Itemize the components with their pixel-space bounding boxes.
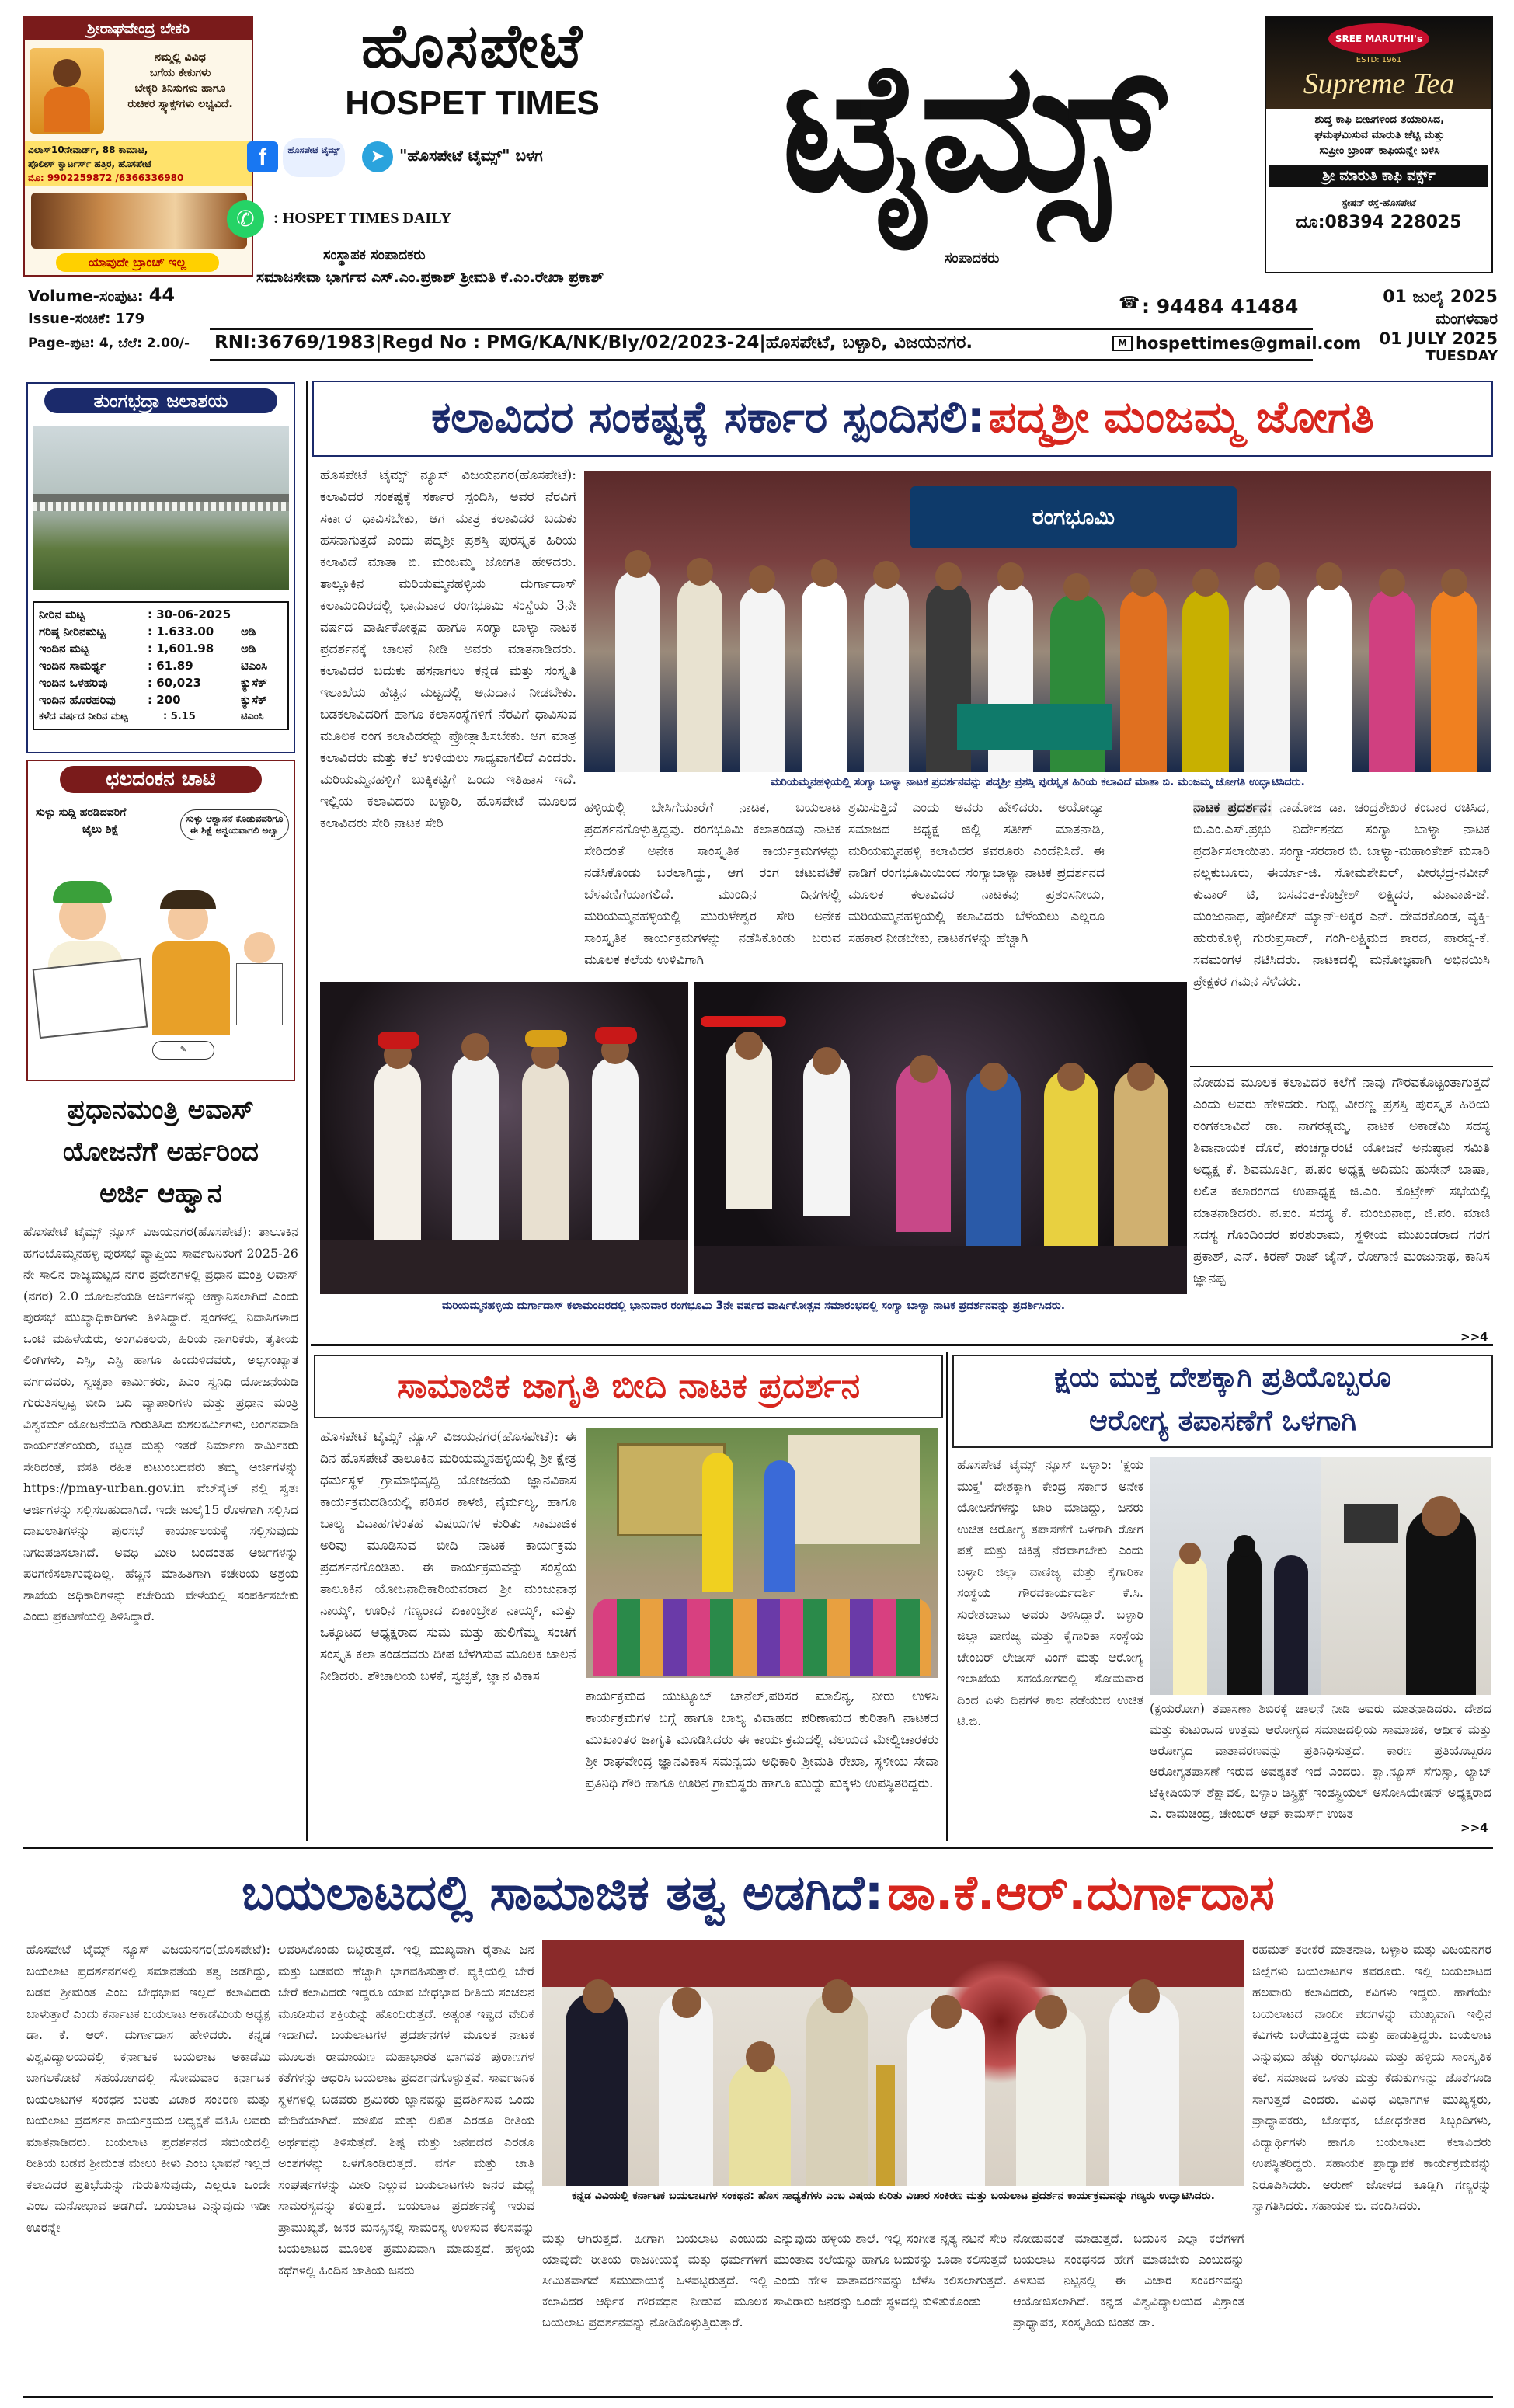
tb-headline-2: ಆರೋಗ್ಯ ತಪಾಸಣೆಗೆ ಒಳಗಾಗಿ xyxy=(1089,1405,1356,1437)
bakery-mobile: ಮೊ: 9902259872 /6366336980 xyxy=(28,172,184,183)
dam-row-label: ಕಳೆದ ವರ್ಷದ ನೀರಿನ ಮಟ್ಟ xyxy=(39,711,128,722)
dam-row-0 xyxy=(39,606,283,623)
tea-desc1: ಶುದ್ಧ ಕಾಫಿ ಬೀಜಗಳಿಂದ ತಯಾರಿಸಿದ, xyxy=(1314,113,1445,126)
housing-headline-2: ಯೋಜನೆಗೆ ಅರ್ಹರಿಂದ xyxy=(62,1136,259,1167)
title-kn-small: ಹೊಸಪೇಟೆ xyxy=(360,12,584,82)
rule-page-bottom xyxy=(23,2396,1493,2398)
dam-row-label: ಇಂದಿನ ಮಟ್ಟ xyxy=(39,642,89,656)
dam-row-value: : 30-06-2025 xyxy=(148,607,231,621)
housing-headline-3: ಅರ್ಜಿ ಆಹ್ವಾನ xyxy=(99,1178,222,1209)
phone-number: : 94484 41484 xyxy=(1142,295,1299,318)
dam-table xyxy=(33,601,289,730)
editors-line: ಸಮಾಜಸೇವಾ ಭಾರ್ಗವ ಎಸ್.ಎಂ.ಪ್ರಕಾಶ್ ಶ್ರೀಮತಿ ಕೆ.ಎಂ.ರೇಖಾ ಪ್ರಕಾಶ್ xyxy=(256,269,604,286)
tb-continued[interactable]: >>4 xyxy=(1460,1821,1488,1835)
bayalata-headline-part2: ಡಾ.ಕೆ.ಆರ್.ದುರ್ಗಾದಾಸ xyxy=(887,1864,1275,1921)
dam-row-label: ಇಂದಿನ ಸಾಮರ್ಥ್ಯ xyxy=(39,659,106,673)
housing-body: ಹೊಸಪೇಟೆ ಟೈಮ್ಸ್ ನ್ಯೂಸ್ ವಿಜಯನಗರ(ಹೊಸಪೇಟೆ): ತಾಲೂಕಿನ ಹಗರಿಬೊಮ್ಮನಹಳ್ಳಿ ಪುರಸಭೆ ವ್ಯಾಪ್ತಿಯ ಸಾರ್ವಜನಿಕರಿಗೆ 2025-26 ನೇ ಸಾಲಿನ ರಾಜ್ಯಮಟ್ಟದ ನಗರ ಪ್ರದೇಶಗಳಲ್ಲಿ ಪ್ರಧಾನ ಮಂತ್ರಿ ಅವಾಸ್ (ನಗರ) 2.0 ಯೋಜನೆಯಡಿ ಅರ್ಜಿಗಳನ್ನು ಆಹ್ವಾನಿಸಲಾಗಿದೆ ಎಂದು ಪುರಸಭೆ ಮುಖ್ಯಾಧಿಕಾರಿಗಳು ತಿಳಿಸಿದ್ದಾರೆ. ಸ್ಲಂಗಳಲ್ಲಿ ನಿವಾಸಿಗಳಾದ ಒಂಟಿ ಮಹಿಳೆಯರು, ಅಂಗವಿಕಲರು, ಹಿರಿಯ ನಾಗರಿಕರು, ತೃತೀಯ ಲಿಂಗಿಗಳು, ಎಸ್ಸಿ, ಎಸ್ಟಿ ಹಾಗೂ ಹಿಂದುಳಿದವರು, ಅಲ್ಪಸಂಖ್ಯಾತ ವರ್ಗದವರು, ಸ್ವಚ್ಛತಾ ಕಾರ್ಮಿಕರು, ಪಿಎಂ ಸ್ವನಿಧಿ ಯೋಜನೆಯಡಿ ಗುರುತಿಸಲ್ಪಟ್ಟ ಬೀದಿ ಬದಿ ವ್ಯಾಪಾರಿಗಳು ಮತ್ತು ಪ್ರಧಾನ ಮಂತ್ರಿ ವಿಶ್ವಕರ್ಮ ಯೋಜನೆಯಡಿ ಗುರುತಿಸಿದ ಕುಶಲಕರ್ಮಿಗಳು, ಅಂಗನವಾಡಿ ಕಾರ್ಯಕರ್ತೆಯರು, ಕಟ್ಟಡ ಮತ್ತು ಇತರೆ ನಿರ್ಮಾಣ ಕಾರ್ಮಿಕರು ಸೇರಿದಂತೆ, ವಸತಿ ರಹಿತ ಕುಟುಂಬದವರು ತಮ್ಮ ಅರ್ಜಿಗಳನ್ನು https://pmay-urban.gov.in ವೆಬ್‌ಸೈಟ್ ನಲ್ಲಿ ಸ್ವತಃ ಅರ್ಜಿಗಳನ್ನು ಸಲ್ಲಿಸಬಹುದಾಗಿದೆ. ಇದೇ ಜುಲೈ15 ರೊಳಗಾಗಿ ಸಲ್ಲಿಸಿದ ದಾಖಲಾತಿಗಳನ್ನು ಪುರಸಭೆ ಕಾರ್ಯಾಲಯಕ್ಕೆ ಸಲ್ಲಿಸುವುದು ನಿಗದಿಪಡಿಸಲಾಗಿದೆ. ಅವಧಿ ಮೀರಿ ಬಂದಂತಹ ಅರ್ಜಿಗಳನ್ನು ಪರಿಗಣಿಸಲಾಗುವುದಿಲ್ಲ. ಹೆಚ್ಚಿನ ಮಾಹಿತಿಗಾಗಿ ಕಚೇರಿಯ ಅಶ್ರಯ ಶಾಖೆಯ ಅಧಿಕಾರಿಗಳನ್ನು ಕಚೇರಿಯ ವೇಳೆಯಲ್ಲಿ ಸಂಪರ್ಕಿಸಬೇಕು ಎಂದು ಪ್ರಕಟಣೆಯಲ್ಲಿ ತಿಳಿಸಿದ್ದಾರೆ. xyxy=(23,1224,298,1623)
bakery-line3: ಬಗೆಯ ಕೇಕುಗಳು xyxy=(149,67,211,79)
phone-icon: ☎ xyxy=(1119,294,1140,313)
day-kn: ಮಂಗಳವಾರ xyxy=(1435,309,1498,328)
dam-row-4 xyxy=(39,674,283,691)
divider-left xyxy=(306,381,308,1841)
dam-row-value: : 1,601.98 xyxy=(148,642,214,656)
lead-col4 xyxy=(1193,797,1490,1058)
founder-editor-title: ಸಂಸ್ಥಾಪಕ ಸಂಪಾದಕರು xyxy=(323,247,426,263)
dam-row-5 xyxy=(39,691,283,708)
dam-row-label: ಗರಿಷ್ಠ ನೀರಿನಮಟ್ಟ xyxy=(39,625,106,639)
lead-continued[interactable]: >>4 xyxy=(1460,1330,1488,1344)
dam-row-label: ಇಂದಿನ ಒಳಹರಿವು xyxy=(39,676,108,690)
lead-col4-label: ನಾಟಕ ಪ್ರದರ್ಶನ: xyxy=(1193,800,1272,816)
tea-shop: ಶ್ರೀ ಮಾರುತಿ ಕಾಫಿ ವರ್ಕ್ಸ್ xyxy=(1269,165,1488,187)
bayalata-headline-part1: ಬಯಲಾಟದಲ್ಲಿ ಸಾಮಾಜಿಕ ತತ್ವ ಅಡಗಿದೆ: xyxy=(242,1864,884,1921)
lead-photo-2a xyxy=(320,982,688,1294)
dam-row-label: ಇಂದಿನ ಹೊರಹರಿವು xyxy=(39,693,116,707)
dam-row-unit: ಕ್ಯುಸೆಕ್ xyxy=(241,676,267,690)
lead-col1: ಹೊಸಪೇಟೆ ಟೈಮ್ಸ್ ನ್ಯೂಸ್ ವಿಜಯನಗರ(ಹೊಸಪೇಟೆ): ಕಲಾವಿದರ ಸಂಕಷ್ಟಕ್ಕೆ ಸರ್ಕಾರ ಸ್ಪಂದಿಸಿ, ಅವರ ನೆರವಿಗೆ ಸರ್ಕಾರ ಧಾವಿಸಬೇಕು, ಆಗ ಮಾತ್ರ ಕಲಾವಿದರ ಬದುಕು ಹಸನಾಗುತ್ತದೆ ಎಂದು ಪದ್ಮಶ್ರೀ ಪ್ರಶಸ್ತಿ ಪುರಸ್ಕೃತ ಹಿರಿಯ ಕಲಾವಿದೆ ಮಾತಾ ಬಿ. ಮಂಜಮ್ಮ ಜೋಗತಿ ಹೇಳಿದರು. ತಾಲ್ಲೂಕಿನ ಮರಿಯಮ್ಮನಹಳ್ಳಿಯ ದುರ್ಗಾದಾಸ್ ಕಲಾಮಂದಿರದಲ್ಲಿ ಭಾನುವಾರ ರಂಗಭೂಮಿ ಸಂಸ್ಥೆಯ 3ನೇ ವರ್ಷದ ವಾರ್ಷಿಕೋತ್ಸವ ಹಾಗೂ ಸಂಗ್ಯಾ ಬಾಳ್ಯಾ ನಾಟಕ ಪ್ರದರ್ಶನಕ್ಕೆ ಚಾಲನೆ ನೀಡಿ ಅವರು ಮಾತನಾಡಿದರು. ಕಲಾವಿದರ ಬದುಕು ಹಸನಾಗಲು ಕನ್ನಡ ಮತ್ತು ಸಂಸ್ಕೃತಿ ಇಲಾಖೆಯ ಹೆಚ್ಚಿನ ಮಟ್ಟದಲ್ಲಿ ಅನುದಾನ ನೀಡಬೇಕು. ಬಡಕಲಾವಿದರಿಗೆ ಹಾಗೂ ಕಲಾಸಂಸ್ಥೆಗಳಿಗೆ ನೆರವಿಗೆ ಧಾವಿಸುವ ಮೂಲಕ ರಂಗ ಕಲಾವಿದರನ್ನು ಪ್ರೋತ್ಸಾಹಿಸಬೇಕು. ಆಗ ಮಾತ್ರ ಕಲಾವಿದರು ಮತ್ತು ಕಲೆ ಉಳಿಯಲು ಸಾಧ್ಯವಾಗಲಿದೆ ಎಂದರು. ಮರಿಯಮ್ಮನಹಳ್ಳಿಗೆ ಬುಕ್ಕಿಕಟ್ಟಿಗೆ ಒಂದು ಇತಿಹಾಸ ಇದೆ. ಇಲ್ಲಿಯ ಕಲಾವಿದರು ಬಳ್ಳಾರಿ, ಹೊಸಪೇಟೆ ಮೂಲದ ಕಲಾವಿದರು ಸೇರಿ ನಾಟಕ ಸೇರಿ xyxy=(320,468,576,831)
dam-row-value: : 1.633.00 xyxy=(148,625,214,639)
dam-row-1 xyxy=(39,623,283,640)
lead-photo-2b xyxy=(694,982,1187,1294)
lead-col4-divider xyxy=(1190,1066,1493,1067)
whatsapp-label: : HOSPET TIMES DAILY xyxy=(273,210,452,227)
dam-row-6 xyxy=(39,708,283,726)
editor-title: ಸಂಪಾದಕರು xyxy=(945,250,1000,266)
lead-photo-1-caption: ಮರಿಯಮ್ಮನಹಳ್ಳಿಯಲ್ಲಿ ಸಂಗ್ಯಾ ಬಾಳ್ಯಾ ನಾಟಕ ಪ್ರದರ್ಶನವನ್ನು ಪದ್ಮಶ್ರೀ ಪ್ರಶಸ್ತಿ ಪುರಸ್ಕೃತ ಹಿರಿಯ ಕಲಾವಿದೆ ಮಾತಾ ಬಿ. ಮಂಜಮ್ಮ ಜೋಗತಿ ಉದ್ಘಾಟಿಸಿದರು. xyxy=(771,776,1305,788)
volume-number: 44 xyxy=(148,284,176,306)
pages: Page-ಪುಟ: 4, ಬೆಲೆ: 2.00/- xyxy=(28,336,190,351)
bakery-line2: ನಮ್ಮಲ್ಲಿ ವಿವಿಧ xyxy=(155,51,206,64)
dateline xyxy=(0,281,1514,367)
cartoon-text3: ಸುಳ್ಳು ಆಶ್ವಾಸನೆ ಕೊಡುವವರಿಗೂ ಈ ಶಿಕ್ಷೆ ಅನ್ವಯವಾಗಲಿ ಅಲ್ವಾ xyxy=(180,809,289,840)
dam-row-unit: ಟಿಎಂಸಿ xyxy=(241,711,264,722)
bakery-line5: ರುಚಿಕರ ಸ್ನ್ಯಾಕ್ಸ್‌ಗಳು ಲಭ್ಯವಿದೆ. xyxy=(127,98,233,110)
dam-row-label: ನೀರಿನ ಮಟ್ಟ xyxy=(39,607,85,621)
streetplay-headline: ಸಾಮಾಜಿಕ ಜಾಗೃತಿ ಬೀದಿ ನಾಟಕ ಪ್ರದರ್ಶನ xyxy=(314,1355,943,1418)
lead-headline-part2: ಪದ್ಮಶ್ರೀ ಮಂಜಮ್ಮ ಜೋಗತಿ xyxy=(988,392,1374,443)
bakery-address1: ವಿಲಾಸ್10ನೇವಾರ್ಡ್, 88 ಕಾಮಾಟಿ, xyxy=(28,144,148,155)
swami-image xyxy=(30,48,104,134)
dam-row-unit: ಅಡಿ xyxy=(241,625,256,639)
dam-box xyxy=(26,382,295,753)
tea-phone: ದೂ:08394 228025 xyxy=(1296,213,1462,232)
bayalata-col6: ರಹಮತ್ ತರೀಕೆರೆ ಮಾತನಾಡಿ, ಬಳ್ಳಾರಿ ಮತ್ತು ವಿಜಯನಗರ ಜಿಲ್ಲೆಗಳು ಬಯಲಾಟಗಳ ತವರೂರು. ಇಲ್ಲಿ ಬಯಲಾಟದ ಹಲವಾರು ಕಲಾವಿದರು, ಕವಿಗಳು ಇದ್ದರು. ಹಾಗೆಯೇ ಬಯಲಾಟದ ನಾಂದೀ ಪದಗಳನ್ನು ಮುಖ್ಯವಾಗಿ ಇಲ್ಲಿನ ಕವಿಗಳು ಬರೆಯುತ್ತಿದ್ದರು ಮತ್ತು ಹಾಡುತ್ತಿದ್ದರು. ಬಯಲಾಟ ಎನ್ನುವುದು ಹೆಚ್ಚು ರಂಗಭೂಮಿ ಮತ್ತು ಹಳ್ಳಿಯ ಸಾಂಸ್ಕೃತಿಕ ಕಲೆ. ಸಮಾಜದ ಒಳಿತು ಮತ್ತು ಕೆಡುಕುಗಳನ್ನು ಜೊತೆಗೂಡಿ ಸಾಗುತ್ತದೆ ಎಂದರು. ವಿವಿಧ ವಿಭಾಗಗಳ ಮುಖ್ಯಸ್ಥರು, ಪ್ರಾಧ್ಯಾಪಕರು, ಬೋಧಕ, ಬೋಧಕೇತರ ಸಿಬ್ಬಂದಿಗಳು, ವಿದ್ಯಾರ್ಥಿಗಳು ಹಾಗೂ ಬಯಲಾಟದ ಕಲಾವಿದರು ಉಪಸ್ಥಿತರಿದ್ದರು. ಸಹಾಯಕ ಪ್ರಾಧ್ಯಾಪಕ ಕಾರ್ಯಕ್ರಮವನ್ನು ನಿರೂಪಿಸಿದರು. ಅರುಣ್ ಜೋಳದ ಕೂಡ್ಲಿಗಿ ಗಣ್ಯರನ್ನು ಸ್ವಾಗತಿಸಿದರು. ಸಹಾಯಕ ಬಿ. ವಂದಿಸಿದರು. xyxy=(1252,1942,1491,2213)
stage-banner: ರಂಗಭೂಮಿ xyxy=(910,486,1237,548)
housing-headline-1: ಪ್ರಧಾನಮಂತ್ರಿ ಅವಾಸ್ xyxy=(67,1094,255,1126)
bayalata-col4: ಎನ್ನುವುದು ಹಳ್ಳಿಯ ಶಾಲೆ. ಇಲ್ಲಿ ಸಂಗೀತ ನೃತ್ಯ ನಟನೆ ಸೇರಿ ಮುಂತಾದ ಕಲೆಯನ್ನು ಹಾಗೂ ಬದುಕನ್ನು ಕೂಡಾ ಕಲಿಸುತ್ತವೆ ಎಂದು ಹೇಳಿ ವಾತಾವರಣವನ್ನು ಬೆಳೆಸಿ ಕಲಿಸಲಾಗುತ್ತದೆ. ಸಾವಿರಾರು ಜನರನ್ನು ಒಂದೇ ಸ್ಥಳದಲ್ಲಿ ಕುಳಿತುಕೊಂಡು xyxy=(774,2231,1007,2309)
title-en: HOSPET TIMES xyxy=(345,84,600,122)
lead-photo-1 xyxy=(584,471,1491,772)
cartoon-drawing: ✎ xyxy=(36,870,289,1074)
bayalata-col2: ಅವರಿಸಿಕೊಂಡು ಬಿಟ್ಟಿರುತ್ತದೆ. ಇಲ್ಲಿ ಮುಖ್ಯವಾಗಿ ರೈತಾಪಿ ಜನ ಮತ್ತು ಬಡವರು ಹೆಚ್ಚಾಗಿ ಭಾಗವಹಿಸುತ್ತಾರೆ. ವ್ಯಕ್ತಿಯಲ್ಲಿ ಬೇರೆ ಬೇರೆ ಕಲಾವಿದರು ಇದ್ದರೂ ಯಾವ ಬೇಧಭಾವ ರೀತಿಯ ಸಂಚಲನ ಮೂಡಿಸುವ ಶಕ್ತಿಯನ್ನು ಹೊಂದಿರುತ್ತದೆ. ಅತ್ಯಂತ ಇಷ್ಟದ ವೇದಿಕೆ ಇದಾಗಿದೆ. ಬಯಲಾಟಗಳ ಪ್ರದರ್ಶನಗಳ ಮೂಲಕ ನಾಟಕ ಮೂಲತಃ ರಾಮಾಯಣ ಮಹಾಭಾರತ ಭಾಗವತ ಪುರಾಣಗಳ ಕತೆಗಳನ್ನು ಆಧರಿಸಿ ಬಯಲಾಟ ಪ್ರದರ್ಶನಗೊಳ್ಳುತ್ತವೆ. ಸಾರ್ವಜನಿಕ ಸ್ಥಳಗಳಲ್ಲಿ ಬಡವರು ಶ್ರಮಿಕರು ಜ್ಞಾನವನ್ನು ಪ್ರದರ್ಶಿಸುವ ಒಂದು ವೇದಿಕೆಯಾಗಿದೆ. ಮೌಖಿಕ ಮತ್ತು ಲಿಖಿತ ಎರಡೂ ರೀತಿಯ ಅರ್ಥವನ್ನು ತಿಳಿಸುತ್ತದೆ. ಶಿಷ್ಟ ಮತ್ತು ಜನಪದದ ಎರಡೂ ಅಂಶಗಳನ್ನು ಒಳಗೊಂಡಿರುತ್ತದೆ. ವರ್ಗ ಮತ್ತು ಜಾತಿ ಸಂಘರ್ಷಗಳನ್ನು ಮೀರಿ ನಿಲ್ಲುವ ಬಯಲಾಟಗಳು ಜನರ ಮಧ್ಯೆ ಸಾಮರಸ್ಯವನ್ನು ತರುತ್ತದೆ. ಬಯಲಾಟ ಪ್ರದರ್ಶನಕ್ಕೆ ಇರುವ ಪ್ರಾಮುಖ್ಯತೆ, ಜನರ ಮನಸ್ಸಿನಲ್ಲಿ ಸಾಮರಸ್ಯ ಉಳಿಸುವ ಕೆಲಸವನ್ನು ಬಯಲಾಟದ ಮೂಲಕ ಪ್ರಮುಖವಾಗಿ ಮಾಡುತ್ತದೆ. ಹಳ್ಳಿಯ ಕಥೆಗಳಲ್ಲಿ ಹಿಂದಿನ ಜಾತಿಯ ಜನರು xyxy=(278,1942,534,2278)
day-en: TUESDAY xyxy=(1425,348,1498,364)
tb-photo xyxy=(1150,1457,1491,1695)
rule-lead-bottom xyxy=(311,1344,1493,1346)
telegram-icon[interactable]: ➤ xyxy=(362,141,393,172)
dam-row-value: : 61.89 xyxy=(148,659,193,673)
dam-row-value: : 200 xyxy=(148,693,181,707)
cartoon-text2: ಜೈಲು ಶಿಕ್ಷೆ xyxy=(82,823,119,836)
telegram-label: "ಹೊಸಪೇಟೆ ಟೈಮ್ಸ್" ಬಳಗ xyxy=(399,146,543,165)
bakery-footer: ಯಾವುದೇ ಬ್ರಾಂಚ್ ಇಲ್ಲ xyxy=(56,253,219,272)
rni-line: RNI:36769/1983|Regd No : PMG/KA/NK/Bly/02/2023-24|ಹೊಸಪೇಟೆ, ಬಳ್ಳಾರಿ, ವಿಜಯನಗರ. xyxy=(214,332,973,353)
date-kn: 01 ಜುಲೈ 2025 xyxy=(1383,287,1498,307)
dam-heading: ತುಂಗಭದ್ರಾ ಜಲಾಶಯ xyxy=(44,388,277,413)
tb-headline xyxy=(952,1355,1493,1448)
lead-col3: ಶ್ರಮಿಸುತ್ತಿದೆ ಎಂದು ಅವರು ಹೇಳಿದರು. ಅಯೋಧ್ಯಾ ಸಮಾಜದ ಅಧ್ಯಕ್ಷ ಜಿಲ್ಲಿ ಸತೀಶ್ ಮಾತನಾಡಿ, ಮರಿಯಮ್ಮನಹಳ್ಳಿ ಕಲಾವಿದರ ತವರೂರು ಎಂದೆನಿಸಿದೆ. ಈ ನಾಡಿಗೆ ರಂಗಭೂಮಿಯಿಂದ ಸಂಗ್ಯಾಬಾಳ್ಯಾ ನಾಟಕ ಪ್ರದರ್ಶನದ ಮೂಲಕ ಕಲಾವಿದರ ನಾಟಕವು ಪ್ರಶಂಸನೀಯ, ಮರಿಯಮ್ಮನಹಳ್ಳಿಯಲ್ಲಿ ಕಲಾವಿದರು ಬೆಳೆಯಲು ಎಲ್ಲರೂ ಸಹಕಾರ ನೀಡಬೇಕು, ನಾಟಕಗಳನ್ನು ಹೆಚ್ಚಾಗಿ xyxy=(848,800,1105,946)
dam-row-unit: ಕ್ಯುಸೆಕ್ xyxy=(241,693,267,707)
date-en: 01 JULY 2025 xyxy=(1379,329,1498,348)
bayalata-photo-caption: ಕನ್ನಡ ವಿವಿಯಲ್ಲಿ ಕರ್ನಾಟಕ ಬಯಲಾಟಗಳ ಸಂಕಥನ: ಹೊಸ ಸಾಧ್ಯತೆಗಳು ಎಂಬ ವಿಷಯ ಕುರಿತು ವಿಚಾರ ಸಂಕಿರಣ ಮತ್ತು ಬಯಲಾಟ ಪ್ರದರ್ಶನ ಕಾರ್ಯಕ್ರಮವನ್ನು ಗಣ್ಯರು ಉದ್ಘಾಟಿಸಿದರು. xyxy=(572,2190,1215,2202)
tea-desc3: ಸುಪ್ರೀಂ ಬ್ರಾಂಡ್ ಕಾಫಿಯನ್ನೇ ಬಳಸಿ xyxy=(1319,144,1440,157)
tb-col1: ಹೊಸಪೇಟೆ ಟೈಮ್ಸ್ ನ್ಯೂಸ್ ಬಳ್ಳಾರಿ: 'ಕ್ಷಯ ಮುಕ್ತ' ದೇಶಕ್ಕಾಗಿ ಕೇಂದ್ರ ಸರ್ಕಾರ ಅನೇಕ ಯೋಜನೆಗಳನ್ನು ಜಾರಿ ಮಾಡಿದ್ದು, ಜನರು ಉಚಿತ ಆರೋಗ್ಯ ತಪಾಸಣೆಗೆ ಒಳಗಾಗಿ ರೋಗ ಪತ್ತೆ ಮತ್ತು ಚಿಕಿತ್ಸೆ ನೆರವಾಗಬೇಕು ಎಂದು ಬಳ್ಳಾರಿ ಜಿಲ್ಲಾ ವಾಣಿಜ್ಯ ಮತ್ತು ಕೈಗಾರಿಕಾ ಸಂಸ್ಥೆಯ ಗೌರವಕಾರ್ಯದರ್ಶಿ ಕೆ.ಸಿ. ಸುರೇಶಬಾಬು ಅವರು ತಿಳಿಸಿದ್ದಾರೆ. ಬಳ್ಳಾರಿ ಜಿಲ್ಲಾ ವಾಣಿಜ್ಯ ಮತ್ತು ಕೈಗಾರಿಕಾ ಸಂಸ್ಥೆಯ ಚೇಂಬರ್ ಲೇಡೀಸ್ ವಿಂಗ್ ಮತ್ತು ಆರೋಗ್ಯ ಇಲಾಖೆಯ ಸಹಯೋಗದಲ್ಲಿ ಸೋಮವಾರ ದಿಂದ ಏಳು ದಿನಗಳ ಕಾಲ ನಡೆಯುವ ಉಚಿತ ಟಿ.ಬಿ. xyxy=(957,1457,1143,1728)
streetplay-photo xyxy=(586,1428,938,1678)
bayalata-photo xyxy=(542,1940,1244,2186)
tea-desc2: ಘಮಘಮಿಸುವ ಮಾರುತಿ ಚೆಟ್ಟಿ ಮತ್ತು xyxy=(1314,129,1445,141)
volume xyxy=(28,284,175,306)
lead-headline xyxy=(312,381,1493,457)
email[interactable]: hospettimes@gmail.com xyxy=(1136,334,1362,353)
lead-headline-part1: ಕಲಾವಿದರ ಸಂಕಷ್ಟಕ್ಕೆ ಸರ್ಕಾರ ಸ್ಪಂದಿಸಲಿ: xyxy=(431,392,985,443)
lead-col4b: ನೋಡುವ ಮೂಲಕ ಕಲಾವಿದರ ಕಲೆಗೆ ನಾವು ಗೌರವಕೊಟ್ಟಂತಾಗುತ್ತದೆ ಎಂದು ಅವರು ಹೇಳಿದರು. ಗುಬ್ಬಿ ವೀರಣ್ಣ ಪ್ರಶಸ್ತಿ ಪುರಸ್ಕೃತ ಹಿರಿಯ ರಂಗಕಲಾವಿದೆ ಡಾ. ನಾಗರತ್ನಮ್ಮ, ನಾಟಕ ಅಕಾಡೆಮಿ ಸದಸ್ಯ ಶಿವಾನಾಯಕ ದೊರೆ, ಪಂಚಗ್ಯಾರಂಟಿ ಯೋಜನೆ ಅನುಷ್ಠಾನ ಸಮಿತಿ ಅಧ್ಯಕ್ಷ ಕೆ. ಶಿವಮೂರ್ತಿ, ಪ.ಪಂ ಅಧ್ಯಕ್ಷ ಅದಿಮನಿ ಹುಸೇನ್ ಬಾಷಾ, ಲಲಿತ ಕಲಾರಂಗದ ಉಪಾಧ್ಯಕ್ಷ ಜಿ.ಎಂ. ಕೊಟ್ರೇಶ್ ಸಭೆಯಲ್ಲಿ ಮಾತನಾಡಿದರು. ಪ.ಪಂ. ಸದಸ್ಯ ಕೆ. ಮಂಜುನಾಥ, ಜಿ.ಪಂ. ಮಾಜಿ ಸದಸ್ಯ ಗೊಂದಿಂದರ ಪರಶುರಾಮ, ಸ್ಥಳೀಯ ಮುಖಂಡರಾದ ಗರಗ ಪ್ರಕಾಶ್, ಎನ್. ಕಿರಣ್ ರಾಜ್ ಜೈನ್, ರೋಗಾಣಿ ಮಂಜುನಾಥ, ಕಾನಿಸ ಜ್ಞಾನಪ್ಪ xyxy=(1193,1075,1490,1286)
bakery-address2: ಪೊಲೀಸ್ ಕ್ವಾರ್ಟರ್ಸ್ ಹತ್ತಿರ, ಹೊಸಪೇಟೆ xyxy=(28,158,152,169)
bayalata-col5: ನೋಡುವಂತೆ ಮಾಡುತ್ತದೆ. ಬದುಕಿನ ಎಲ್ಲಾ ಕಲೆಗಳಿಗೆ ಬಯಲಾಟ ಸಂಕಥನದ ಹೇಗೆ ಮಾಡಬೇಕು ಎಂಬುದನ್ನು ತಿಳಿಸುವ ನಿಟ್ಟಿನಲ್ಲಿ ಈ ವಿಚಾರ ಸಂಕಿರಣವನ್ನು ಆಯೋಜಿಸಲಾಗಿದೆ. ಕನ್ನಡ ವಿಶ್ವವಿದ್ಯಾಲಯದ ವಿಶ್ರಾಂತ ಪ್ರಾಧ್ಯಾಪಕ, ಸಂಸ್ಕೃತಿಯ ಚಿಂತಕ ಡಾ. xyxy=(1013,2231,1244,2330)
dam-row-unit: ಅಡಿ xyxy=(241,642,256,656)
cartoon-box xyxy=(26,760,295,1081)
streetplay-col2: ಕಾರ್ಯಕ್ರಮದ ಯುಟ್ಯೂಬ್ ಚಾನೆಲ್,ಪರಿಸರ ಮಾಲಿನ್ಯ, ನೀರು ಉಳಿಸಿ ಕಾರ್ಯಕ್ರಮಗಳ ಬಗ್ಗೆ ಹಾಗೂ ಬಾಲ್ಯ ವಿವಾಹದ ಪರಿಣಾಮದ ಕುರಿತಾಗಿ ನಾಟಕದ ಮುಖಾಂತರ ಜಾಗೃತಿ ಮೂಡಿಸಿದರು ಈ ಕಾರ್ಯಕ್ರಮದಲ್ಲಿ ವಲಯದ ಮೇಲ್ವಿಚಾರಕರು ಶ್ರೀ ರಾಘವೇಂದ್ರ ಜ್ಞಾನವಿಕಾಸ ಸಮನ್ವಯ ಅಧಿಕಾರಿ ಶ್ರೀಮತಿ ರೇಖಾ, ಸ್ಥಳೀಯ ಸೇವಾ ಪ್ರತಿನಿಧಿ ಗೌರಿ ಹಾಗೂ ಊರಿನ ಗ್ರಾಮಸ್ಥರು ಹಾಗೂ ಮುದ್ದು ಮಕ್ಕಳು ಉಪಸ್ಥಿತರಿದ್ದರು. xyxy=(586,1689,938,1791)
title-kn-big: ಟೈಮ್ಸ್ xyxy=(781,24,1161,231)
bakery-line4: ಬೇಕ್ಕರಿ ತಿನಿಸುಗಳು ಹಾಗೂ xyxy=(134,82,226,95)
tb-col2: (ಕ್ಷಯರೋಗ) ತಪಾಸಣಾ ಶಿಬಿರಕ್ಕೆ ಚಾಲನೆ ನೀಡಿ ಅವರು ಮಾತನಾಡಿದರು. ದೇಶದ ಮತ್ತು ಕುಟುಂಬದ ಉತ್ತಮ ಆರೋಗ್ಯದ ಸಮಾಜದಲ್ಲಿಯ ಸಾಮಾಜಿಕ, ಆರ್ಥಿಕ ಮತ್ತು ಆರೋಗ್ಯದ ವಾತಾವರಣವನ್ನು ಪ್ರತಿನಿಧಿಸುತ್ತದೆ. ಕಾರಣ ಪ್ರತಿಯೊಬ್ಬರೂ ಆರೋಗ್ಯತಪಾಸಣೆ ಇರುವ ಅವಶ್ಯಕತೆ ಇದೆ ಎಂದರು. ತ್ವಾ.ನ್ಯೂಸ್ ಸೆಗುಸ್ಸಾ, ಲ್ಯಾಬ್ ಟೆಕ್ನೀಷಿಯನ್ ಶೆಕ್ಷಾವಲಿ, ಬಳ್ಳಾರಿ ಡಿಸ್ಟ್ರಿಕ್ಟ್ ಇಂಡಸ್ಟ್ರಿಯಲ್ ಅಸೋಸಿಯೇಷನ್ ಅಧ್ಯಕ್ಷರಾದ ಎ. ರಾಮಚಂದ್ರ, ಚೇಂಬರ್ ಆಫ್ ಕಾಮರ್ಸ್ ಉಚಿತ xyxy=(1150,1701,1491,1821)
streetplay-col1: ಹೊಸಪೇಟೆ ಟೈಮ್ಸ್ ನ್ಯೂಸ್ ವಿಜಯನಗರ(ಹೊಸಪೇಟೆ): ಈ ದಿನ ಹೊಸಪೇಟೆ ತಾಲೂಕಿನ ಮರಿಯಮ್ಮನಹಳ್ಳಿಯಲ್ಲಿ ಶ್ರೀ ಕ್ಷೇತ್ರ ಧರ್ಮಸ್ಥಳ ಗ್ರಾಮಾಭಿವೃದ್ಧಿ ಯೋಜನೆಯ ಜ್ಞಾನವಿಕಾಸ ಕಾರ್ಯಕ್ರಮದಡಿಯಲ್ಲಿ ಪರಿಸರ ಕಾಳಜಿ, ನೈರ್ಮಲ್ಯ, ಹಾಗೂ ಬಾಲ್ಯ ವಿವಾಹಗಳಂತಹ ವಿಷಯಗಳ ಕುರಿತು ಸಾಮಾಜಿಕ ಅರಿವು ಮೂಡಿಸುವ ಬೀದಿ ನಾಟಕ ಕಾರ್ಯಕ್ರಮ ಪ್ರದರ್ಶನಗೊಂಡಿತು. ಈ ಕಾರ್ಯಕ್ರಮವನ್ನು ಸಂಸ್ಥೆಯ ತಾಲೂಕಿನ ಯೋಜನಾಧಿಕಾರಿಯವರಾದ ಶ್ರೀ ಮಂಜುನಾಥ ನಾಯ್ಕ್, ಊರಿನ ಗಣ್ಯರಾದ ಏಕಾಂಬ್ರೇಶ ನಾಯ್ಕ್, ಮತ್ತು ಒಕ್ಕೂಟದ ಅಧ್ಯಕ್ಷರಾದ ಸುಮ ಮತ್ತು ಹುಲಿಗೆಮ್ಮ ಸಂಚಿಗೆ ಸಂಸ್ಕೃತಿ ಕಲಾ ತಂಡದವರು ದೀಪ ಬೆಳಗಿಸುವ ಮೂಲಕ ಚಾಲನೆ ನೀಡಿದರು. ಶೌಚಾಲಯ ಬಳಕೆ, ಸ್ವಚ್ಛತೆ, ಜ್ಞಾನ ವಿಕಾಸ xyxy=(320,1429,576,1684)
divider-mid xyxy=(946,1352,948,1841)
tea-brand-est: ESTD: 1961 xyxy=(1356,56,1402,64)
dam-row-value: : 60,023 xyxy=(148,676,202,690)
rule-mid-bottom xyxy=(23,1847,1493,1849)
tea-street: ಸ್ಟೇಷನ್ ರಸ್ತೆ-ಹೊಸಪೇಟೆ xyxy=(1341,197,1417,208)
dam-row-2 xyxy=(39,640,283,657)
tea-ad-header xyxy=(1266,17,1491,109)
rule-bottom xyxy=(210,359,1313,361)
dam-row-value: : 5.15 xyxy=(163,711,196,722)
bakery-ad xyxy=(23,16,253,277)
tea-brand-small: SREE MARUTHI's xyxy=(1328,23,1429,54)
dam-row-3 xyxy=(39,657,283,674)
tea-ad xyxy=(1265,16,1493,273)
lead-col2: ಹಳ್ಳಿಯಲ್ಲಿ ಬೇಸಿಗೆಯಾರೆಗೆ ನಾಟಕ, ಬಯಲಾಟ ಪ್ರದರ್ಶನಗೊಳ್ಳುತ್ತಿದ್ದವು. ರಂಗಭೂಮಿ ಕಲಾತಂಡವು ನಾಟಕ ಸೇರಿದಂತೆ ಅನೇಕ ಸಾಂಸ್ಕೃತಿಕ ಕಾರ್ಯಕ್ರಮಗಳನ್ನು ನಡೆಸಿಕೊಂಡು ಬರಲಾಗಿದ್ದು, ಆಗ ರಂಗ ಚಟುವಟಿಕೆ ಬೆಳವಣಿಗೆಯಾಗಲಿದೆ. ಮುಂದಿನ ದಿನಗಳಲ್ಲಿ ಮರಿಯಮ್ಮನಹಳ್ಳಿಯಲ್ಲಿ ಮುರುಳೇಶ್ವರ ಸೇರಿ ಅನೇಕ ಸಾಂಸ್ಕೃತಿಕ ಕಾರ್ಯಕ್ರಮಗಳನ್ನು ನಡೆಸಿಕೊಂಡು ಬರುವ ಮೂಲಕ ಕಲೆಯ ಉಳಿವಿಗಾಗಿ xyxy=(584,800,841,968)
bayalata-col1: ಹೊಸಪೇಟೆ ಟೈಮ್ಸ್ ನ್ಯೂಸ್ ವಿಜಯನಗರ(ಹೊಸಪೇಟೆ): ಬಯಲಾಟ ಪ್ರದರ್ಶನಗಳಲ್ಲಿ ಸಮಾನತೆಯ ತತ್ವ ಅಡಗಿದ್ದು, ಬಡವ ಶ್ರೀಮಂತ ಎಂಬ ಬೇಧಭಾವ ಇಲ್ಲದೆ ಕಲಾವಿದರು ಬಾಳುತ್ತಾರೆ ಎಂದು ಕರ್ನಾಟಕ ಬಯಲಾಟ ಅಕಾಡೆಮಿಯ ಅಧ್ಯಕ್ಷ ಡಾ. ಕೆ. ಆರ್. ದುರ್ಗಾದಾಸ ಹೇಳಿದರು. ಕನ್ನಡ ವಿಶ್ವವಿದ್ಯಾಲಯದಲ್ಲಿ ಕರ್ನಾಟಕ ಬಯಲಾಟ ಅಕಾಡೆಮಿ ಬಾಗಲಕೋಟೆ ಸಹಯೋಗದಲ್ಲಿ ಸೋಮವಾರ ಕರ್ನಾಟಕ ಬಯಲಾಟಗಳ ಸಂಕಥನ ಕುರಿತು ವಿಚಾರ ಸಂಕಿರಣ ಮತ್ತು ಬಯಲಾಟ ಪ್ರದರ್ಶನ ಕಾರ್ಯಕ್ರಮದ ಅಧ್ಯಕ್ಷತೆ ವಹಿಸಿ ಅವರು ಮಾತನಾಡಿದರು. ಬಯಲಾಟ ಪ್ರದರ್ಶನದ ಸಮಯದಲ್ಲಿ ರೀತಿಯ ಬಡವ ಶ್ರೀಮಂತ ಮೇಲು ಕೀಳು ಎಂಬ ಭಾವನೆ ಇಲ್ಲದೆ ಕಲಾವಿದರ ಪ್ರತಿಭೆಯನ್ನು ಗುರುತಿಸುವುದು, ಎಲ್ಲರೂ ಒಂದೇ ಎಂಬ ಮನೋಭಾವ ಅಡಗಿದೆ. ಬಯಲಾಟ ಎನ್ನುವುದು ಇಡೀ ಊರನ್ನೇ xyxy=(26,1942,270,2235)
cartoon-heading: ಛಲದಂಕನ ಚಾಟಿ xyxy=(60,766,262,793)
rule-top xyxy=(210,328,1313,330)
tea-brand: Supreme Tea xyxy=(1303,68,1455,100)
bakery-ad-title: ಶ್ರೀರಾಘವೇಂದ್ರ ಬೇಕರಿ xyxy=(25,17,252,40)
volume-label: Volume-ಸಂಪುಟ: xyxy=(28,287,144,305)
cartoon-text1: ಸುಳ್ಳು ಸುದ್ದಿ ಹರಡಿದವರಿಗೆ xyxy=(36,806,127,819)
dam-photo xyxy=(33,426,289,590)
tb-headline-1: ಕ್ಷಯ ಮುಕ್ತ ದೇಶಕ್ಕಾಗಿ ಪ್ರತಿಯೊಬ್ಬರೂ xyxy=(1054,1362,1391,1394)
masthead xyxy=(0,0,1514,295)
cake-image xyxy=(31,193,247,249)
whatsapp-icon[interactable]: ✆ xyxy=(227,200,264,238)
facebook-icon[interactable]: f xyxy=(247,141,278,172)
dam-row-unit: ಟಿಎಂಸಿ xyxy=(241,659,268,673)
email-icon: M xyxy=(1112,336,1133,351)
issue: Issue-ಸಂಚಿಕೆ: 179 xyxy=(28,311,145,327)
facebook-label: ಹೊಸಪೇಟೆ ಟೈಮ್ಸ್ xyxy=(283,138,345,177)
bayalata-headline xyxy=(23,1855,1493,1933)
lead-col4-text: ನಾಡೋಜ ಡಾ. ಚಂದ್ರಶೇಖರ ಕಂಬಾರ ರಚಿಸಿದ, ಬಿ.ಎಂ.ಎಸ್.ಪ್ರಭು ನಿರ್ದೇಶನದ ಸಂಗ್ಯಾ ಬಾಳ್ಯಾ ನಾಟಕ ಪ್ರದರ್ಶಿಸಲಾಯಿತು. ಸಂಗ್ಯಾ-ಸರದಾರ ಬಿ. ಬಾಳ್ಯಾ-ಮಹಾಂತೇಶ್ ಮಸಾರಿ ನಲ್ಲಕುಬೂರು, ಈರ್ಯಾ-ಜಿ. ಸೋಮಶೇಖರ್, ವೀರಭದ್ರ-ನವೀನ್ ಕುವಾರ್ ಟಿ, ಬಸವಂತ-ಕೊಟ್ರೇಶ್ ಲಕ್ಷ್ಮಿದರ, ಮಾವಾಜಿ-ಜೆ. ಮಂಜುನಾಥ, ಪೋಲೀಸ್ ಮ್ಯಾನ್-ಅಕ್ಕರ ಎನ್. ದೇವರಕೊಂಡ, ವ್ಯಕ್ತಿ-ಹುರುಕೊಳ್ಳಿ ಗುರುಪ್ರಸಾದ್, ಗಂಗಿ-ಲಕ್ಷ್ಮಿಮದ ಶಾರದ, ಪಾರವ್ವ-ಕೆ. ಸವಮಂಗಳ ನಟಿಸಿದರು. ನಾಟಕದಲ್ಲಿ ಮನೋಜ್ಞವಾಗಿ ಅಭಿನಯಿಸಿ ಪ್ರೇಕ್ಷಕರ ಗಮನ ಸೆಳೆದರು. xyxy=(1193,800,1490,990)
housing-article xyxy=(23,1089,298,1874)
bayalata-col3: ಮತ್ತು ಆಗಿರುತ್ತದೆ. ಹೀಗಾಗಿ ಬಯಲಾಟ ಎಂಬುದು ಯಾವುದೇ ರೀತಿಯ ರಾಜಕೀಯಕ್ಕೆ ಮತ್ತು ಧರ್ಮಗಳಿಗೆ ಸೀಮಿತವಾಗದೆ ಸಮುದಾಯಕ್ಕೆ ಒಳಪಟ್ಟಿರುತ್ತದೆ. ಇಲ್ಲಿ ಕಲಾವಿದರ ಆರ್ಥಿಕ ಗೌರವಧನ ನೀಡುವ ಮೂಲಕ ಬಯಲಾಟ ಪ್ರದರ್ಶನವನ್ನು ನೋಡಿಕೊಳ್ಳುತ್ತಿರುತ್ತಾರೆ. xyxy=(542,2231,767,2330)
lead-photo-2-caption: ಮರಿಯಮ್ಮನಹಳ್ಳಿಯ ದುರ್ಗಾದಾಸ್ ಕಲಾಮಂದಿರದಲ್ಲಿ ಭಾನುವಾರ ರಂಗಭೂಮಿ 3ನೇ ವರ್ಷದ ವಾರ್ಷಿಕೋತ್ಸವ ಸಮಾರಂಭದಲ್ಲಿ ಸಂಗ್ಯಾ ಬಾಳ್ಯಾ ನಾಟಕ ಪ್ರದರ್ಶನವನ್ನು ಪ್ರದರ್ಶಿಸಿದರು. xyxy=(441,1300,1066,1312)
